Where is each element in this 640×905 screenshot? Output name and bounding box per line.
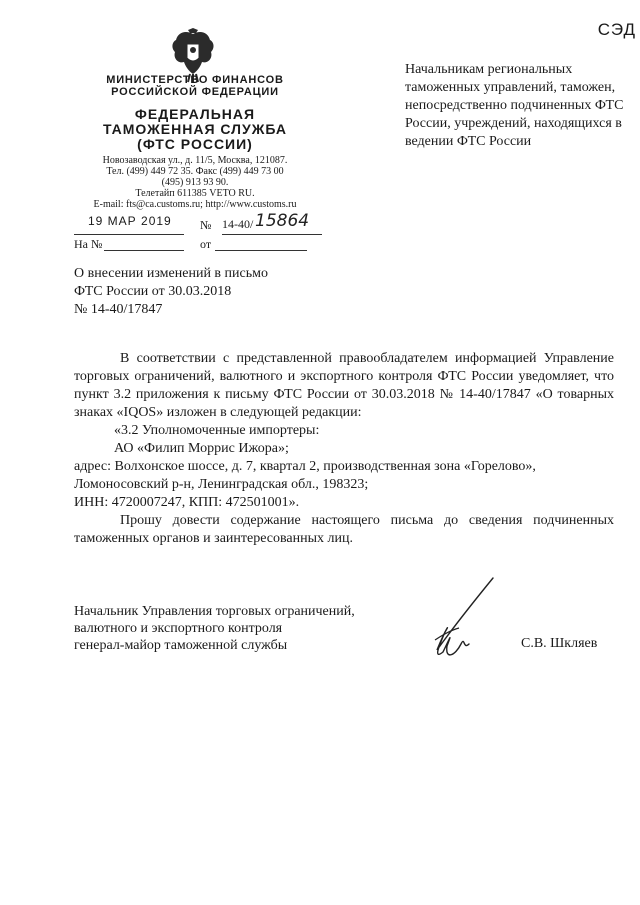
contact-line: (495) 913 93 90.	[161, 177, 229, 188]
contact-line: Новозаводская ул., д. 11/5, Москва, 121087.	[102, 155, 288, 166]
agency-line: ФЕДЕРАЛЬНАЯ	[134, 106, 256, 122]
reference-underline	[104, 236, 184, 251]
subject-line: ФТС России от 30.03.2018	[74, 284, 232, 299]
contact-line: Тел. (499) 449 72 35. Факс (499) 449 73 00	[106, 166, 284, 177]
agency-contacts	[50, 155, 340, 210]
reference-label: На №	[74, 237, 103, 251]
agency-line: ТАМОЖЕННАЯ СЛУЖБА	[102, 121, 287, 137]
recipient-block: Начальникам региональных таможенных управлений, таможен, непосредственно подчиненных ФТС России, учреждений, находящихся в ведении ФТС России	[405, 62, 624, 149]
signer-title-line: Начальник Управления торговых ограничений,	[74, 604, 355, 619]
body-paragraph-1: В соответствии с представленной правообладателем информацией Управление торговых ограничений, валютного и экспортного контроля ФТС России уведомляет, что пункт 3.2 приложения к письму ФТС России от 30.03.2018 № 14-40/17847 «О товарных знаках «IQOS» изложен в следующей редакции:	[74, 351, 614, 420]
importer-address: адрес: Волхонское шоссе, д. 7, квартал 2, производственная зона «Горелово», Ломоносовский р-н, Ленинградская обл., 198323;	[74, 459, 536, 492]
registration-date-stamp: 19 МАР 2019	[88, 214, 172, 228]
signer-title-line: валютного и экспортного контроля	[74, 621, 283, 636]
subject-line: № 14-40/17847	[74, 302, 163, 317]
quote-line-1: «3.2 Уполномоченные импортеры:	[114, 423, 320, 438]
handwritten-signature	[415, 570, 525, 680]
agency-name	[60, 107, 330, 152]
handwritten-number: 15864	[255, 211, 310, 231]
signer-title-line: генерал-майор таможенной службы	[74, 638, 288, 653]
ministry-line: МИНИСТЕРСТВО ФИНАНСОВ	[106, 74, 284, 86]
quote-line-2: АО «Филип Моррис Ижора»;	[114, 441, 289, 456]
subject-line: О внесении изменений в письмо	[74, 266, 268, 281]
reference-date-underline	[215, 236, 307, 251]
signer-name: С.В. Шкляев	[521, 636, 598, 651]
body-paragraph-2: Прошу довести содержание настоящего письма до сведения подчиненных таможенных органов и заинтересованных лиц.	[74, 513, 614, 546]
ministry-line: РОССИЙСКОЙ ФЕДЕРАЦИИ	[111, 86, 279, 98]
contact-line: Телетайп 611385 VETO RU.	[135, 188, 255, 199]
reference-date-label: от	[200, 237, 212, 251]
number-prefix: 14-40/	[222, 217, 254, 231]
letter-body	[74, 350, 614, 548]
number-label: №	[200, 218, 212, 232]
letter-subject	[74, 265, 334, 319]
sed-mark: СЭД	[597, 20, 636, 39]
importer-inn: ИНН: 4720007247, КПП: 472501001».	[74, 495, 300, 510]
contact-line: E-mail: fts@ca.customs.ru; http://www.customs.ru	[93, 199, 297, 210]
signer-title	[74, 603, 394, 654]
ministry-name	[60, 74, 330, 98]
agency-line: (ФТС РОССИИ)	[137, 136, 253, 152]
